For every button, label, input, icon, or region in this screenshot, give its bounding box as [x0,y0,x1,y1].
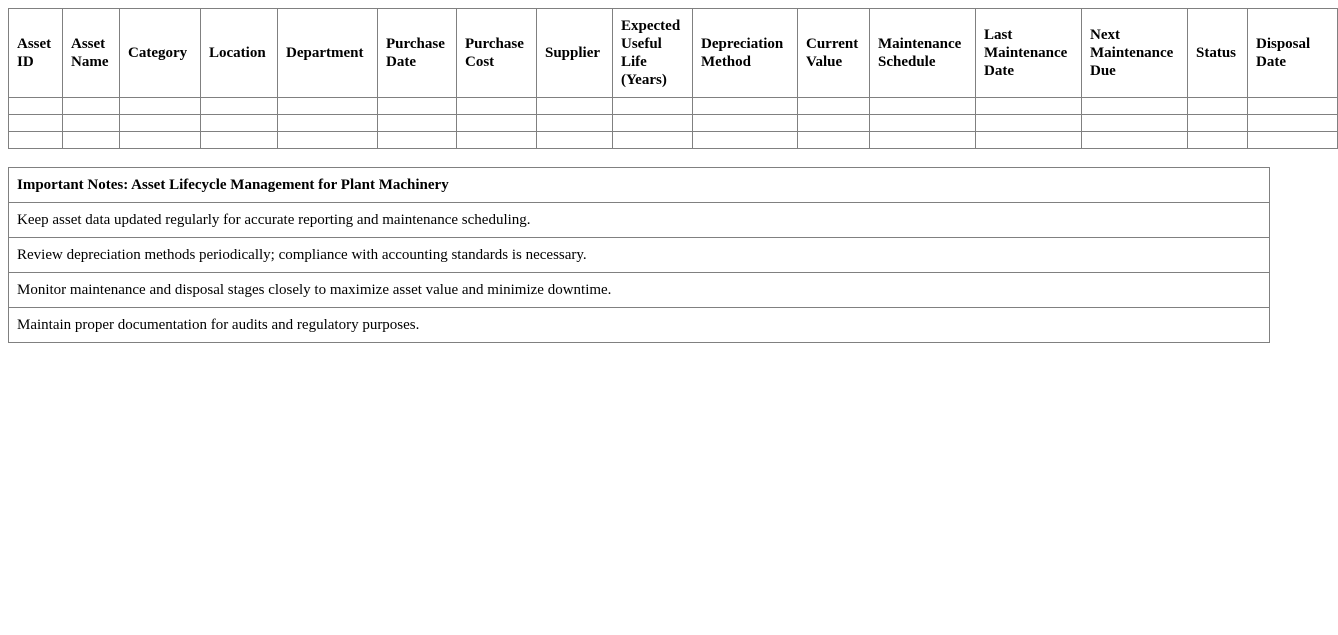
table-cell[interactable] [201,98,278,115]
table-cell[interactable] [457,132,537,149]
header-location: Location [201,9,278,98]
header-status: Status [1188,9,1248,98]
header-purchase-cost: Purchase Cost [457,9,537,98]
table-header-row [9,9,1338,98]
table-cell[interactable] [693,115,798,132]
table-cell[interactable] [1188,115,1248,132]
table-cell[interactable] [870,115,976,132]
header-category: Category [120,9,201,98]
table-cell[interactable] [537,115,613,132]
table-cell[interactable] [537,132,613,149]
table-cell[interactable] [278,98,378,115]
table-cell[interactable] [976,115,1082,132]
header-current-value: Current Value [798,9,870,98]
table-cell[interactable] [120,115,201,132]
table-cell[interactable] [201,115,278,132]
table-cell[interactable] [120,98,201,115]
table-cell[interactable] [457,115,537,132]
header-asset-name: Asset Name [63,9,120,98]
table-cell[interactable] [1082,98,1188,115]
note-item: Review depreciation methods periodically; compliance with accounting standards is necessary. [9,238,1270,273]
table-cell[interactable] [870,98,976,115]
header-department: Department [278,9,378,98]
table-cell[interactable] [798,132,870,149]
table-cell[interactable] [9,132,63,149]
table-cell[interactable] [120,132,201,149]
table-cell[interactable] [976,98,1082,115]
table-cell[interactable] [1188,132,1248,149]
note-row [9,238,1270,273]
table-cell[interactable] [1248,115,1338,132]
important-notes-section [8,167,1270,343]
table-cell[interactable] [63,115,120,132]
note-item: Keep asset data updated regularly for accurate reporting and maintenance scheduling. [9,203,1270,238]
table-cell[interactable] [63,132,120,149]
note-item: Maintain proper documentation for audits and regulatory purposes. [9,308,1270,343]
table-cell[interactable] [9,98,63,115]
table-cell[interactable] [870,132,976,149]
table-cell[interactable] [201,132,278,149]
table-cell[interactable] [457,98,537,115]
notes-table [8,167,1270,343]
table-row [9,98,1338,115]
table-cell[interactable] [1248,132,1338,149]
header-disposal-date: Disposal Date [1248,9,1338,98]
table-cell[interactable] [613,115,693,132]
table-cell[interactable] [1188,98,1248,115]
note-item: Monitor maintenance and disposal stages closely to maximize asset value and minimize downtime. [9,273,1270,308]
header-expected-useful-life: Expected Useful Life (Years) [613,9,693,98]
asset-register-table [8,8,1338,149]
table-cell[interactable] [378,132,457,149]
table-cell[interactable] [613,132,693,149]
table-cell[interactable] [278,132,378,149]
table-cell[interactable] [976,132,1082,149]
notes-title: Important Notes: Asset Lifecycle Management for Plant Machinery [9,168,1270,203]
note-row [9,308,1270,343]
table-cell[interactable] [537,98,613,115]
table-cell[interactable] [278,115,378,132]
table-cell[interactable] [378,115,457,132]
header-last-maintenance-date: Last Maintenance Date [976,9,1082,98]
table-cell[interactable] [9,115,63,132]
table-cell[interactable] [693,98,798,115]
table-row [9,132,1338,149]
header-asset-id: Asset ID [9,9,63,98]
note-row [9,273,1270,308]
note-row [9,203,1270,238]
header-purchase-date: Purchase Date [378,9,457,98]
table-cell[interactable] [798,115,870,132]
table-cell[interactable] [693,132,798,149]
header-maintenance-schedule: Maintenance Schedule [870,9,976,98]
asset-table-container [8,8,1311,150]
header-supplier: Supplier [537,9,613,98]
header-next-maintenance-due: Next Maintenance Due [1082,9,1188,98]
table-cell[interactable] [378,98,457,115]
table-cell[interactable] [798,98,870,115]
notes-title-row [9,168,1270,203]
table-cell[interactable] [613,98,693,115]
table-cell[interactable] [1082,132,1188,149]
table-cell[interactable] [1248,98,1338,115]
table-cell[interactable] [63,98,120,115]
header-depreciation-method: Depreciation Method [693,9,798,98]
table-row [9,115,1338,132]
table-cell[interactable] [1082,115,1188,132]
